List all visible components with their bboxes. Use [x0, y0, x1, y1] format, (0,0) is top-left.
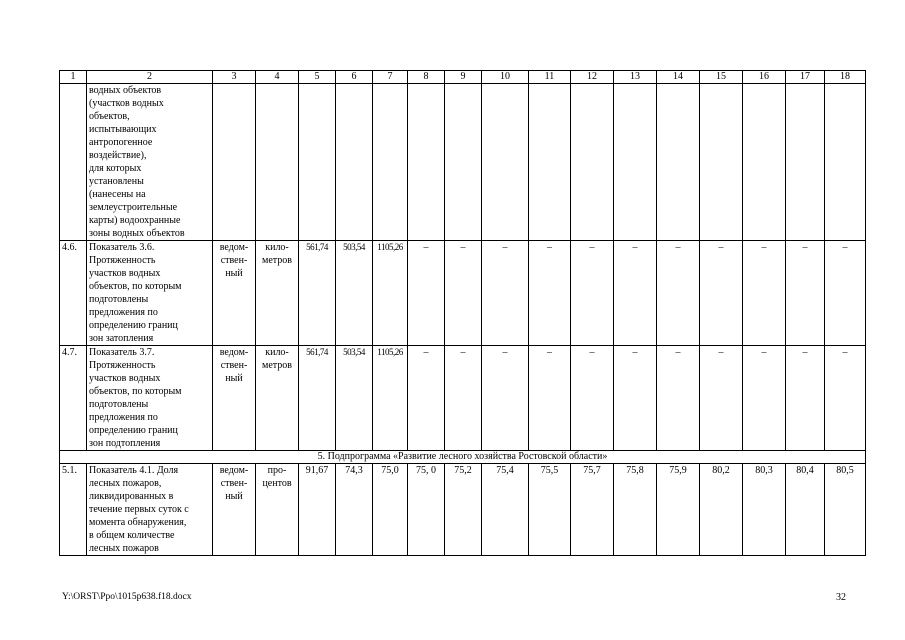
value-cell: – [825, 346, 866, 451]
cell-line: ный [225, 491, 243, 502]
value-cell: 80,2 [700, 464, 743, 556]
file-path: Y:\ORST\Ppo\1015p638.f18.docx [62, 592, 192, 602]
cell-line: (нанесены на [89, 189, 146, 200]
value-cell: 75,2 [445, 464, 482, 556]
page-number: 32 [836, 592, 846, 603]
column-header: 15 [700, 71, 743, 84]
value-cell [529, 84, 571, 241]
cell-line: участков водных [89, 373, 161, 384]
cell-line: воздействие), [89, 150, 147, 161]
value-cell: – [571, 346, 614, 451]
value-cell: 75,9 [657, 464, 700, 556]
cell-line: установлены [89, 176, 144, 187]
cell-line: метров [262, 255, 292, 266]
cell-line: течение первых суток с [89, 504, 189, 515]
cell-line: для которых [89, 163, 142, 174]
value-cell: 75,4 [482, 464, 529, 556]
value-cell: – [529, 241, 571, 346]
table-row [60, 241, 866, 346]
column-header: 2 [87, 71, 213, 84]
value-cell [482, 84, 529, 241]
cell-line: метров [262, 360, 292, 371]
cell-line: карты) водоохранные [89, 215, 181, 226]
value-cell: – [408, 346, 445, 451]
value-cell [256, 84, 299, 241]
cell-line: объектов, [89, 111, 130, 122]
value-cell: 75,5 [529, 464, 571, 556]
unit-of-measure [256, 346, 299, 451]
cell-line: ствен- [220, 255, 248, 266]
row-number [60, 84, 87, 241]
cell-line: ствен- [220, 478, 248, 489]
value-cell: – [482, 346, 529, 451]
cell-line: ствен- [220, 360, 248, 371]
value-cell [408, 84, 445, 241]
cell-line: ведом- [219, 465, 249, 476]
value-cell: – [571, 241, 614, 346]
cell-line: лесных пожаров [89, 543, 159, 554]
column-header: 6 [336, 71, 373, 84]
value-cell [614, 84, 657, 241]
cell-line: центов [262, 478, 292, 489]
cell-line: в общем количестве [89, 530, 175, 541]
row-number: 4.6. [60, 241, 87, 346]
column-header: 13 [614, 71, 657, 84]
cell-line: кило- [265, 242, 289, 253]
column-header: 3 [213, 71, 256, 84]
column-header: 5 [299, 71, 336, 84]
cell-line: определению границ [89, 320, 178, 331]
source-type [213, 241, 256, 346]
value-cell: – [743, 346, 786, 451]
cell-line: про- [267, 465, 287, 476]
cell-line: лесных пожаров, [89, 478, 162, 489]
section-title: 5. Подпрограмма «Развитие лесного хозяйства Ростовской области» [60, 451, 866, 464]
cell-line: (участков водных [89, 98, 164, 109]
cell-line: объектов, по которым [89, 281, 182, 292]
cell-line: ный [225, 373, 243, 384]
cell-line: испытывающих [89, 124, 157, 135]
header-row [60, 71, 866, 84]
value-cell: 75,8 [614, 464, 657, 556]
cell-line: Протяженность [89, 360, 156, 371]
indicator-name [87, 241, 213, 346]
value-cell: – [482, 241, 529, 346]
indicator-name [87, 464, 213, 556]
value-cell: – [825, 241, 866, 346]
cell-line: определению границ [89, 425, 178, 436]
value-cell: – [700, 346, 743, 451]
value-cell: – [786, 241, 825, 346]
cell-line: ведом- [219, 242, 249, 253]
cell-line: предложения по [89, 412, 158, 423]
table-row [60, 346, 866, 451]
column-header: 17 [786, 71, 825, 84]
cell-line: Показатель 3.6. [89, 242, 155, 253]
cell-line: зоны водных объектов [89, 228, 185, 239]
value-cell [825, 84, 866, 241]
value-cell [786, 84, 825, 241]
value-cell: 1105,26 [373, 346, 408, 451]
value-cell [213, 84, 256, 241]
value-cell [700, 84, 743, 241]
source-type [213, 346, 256, 451]
value-cell: 75, 0 [408, 464, 445, 556]
cell-line: подготовлены [89, 399, 149, 410]
cell-line: объектов, по которым [89, 386, 182, 397]
value-cell: 74,3 [336, 464, 373, 556]
row-number: 4.7. [60, 346, 87, 451]
indicator-name [87, 84, 213, 241]
column-header: 7 [373, 71, 408, 84]
value-cell: 80,3 [743, 464, 786, 556]
value-cell: – [614, 346, 657, 451]
cell-line: кило- [265, 347, 289, 358]
column-header: 14 [657, 71, 700, 84]
value-cell: – [614, 241, 657, 346]
value-cell: 75,7 [571, 464, 614, 556]
value-cell: 75,0 [373, 464, 408, 556]
value-cell [743, 84, 786, 241]
value-cell: 80,4 [786, 464, 825, 556]
cell-line: подготовлены [89, 294, 149, 305]
column-header: 9 [445, 71, 482, 84]
cell-line: участков водных [89, 268, 161, 279]
cell-line: зон подтопления [89, 438, 161, 449]
column-header: 18 [825, 71, 866, 84]
value-cell [373, 84, 408, 241]
column-header: 12 [571, 71, 614, 84]
value-cell [657, 84, 700, 241]
cell-line: момента обнаружения, [89, 517, 187, 528]
value-cell: – [445, 241, 482, 346]
value-cell: – [445, 346, 482, 451]
value-cell: – [657, 346, 700, 451]
value-cell: – [743, 241, 786, 346]
value-cell [571, 84, 614, 241]
value-cell [445, 84, 482, 241]
value-cell: – [700, 241, 743, 346]
table-row [60, 464, 866, 556]
value-cell: 91,67 [299, 464, 336, 556]
value-cell [336, 84, 373, 241]
indicator-name [87, 346, 213, 451]
table-row [60, 84, 866, 241]
value-cell [299, 84, 336, 241]
cell-line: землеустроительные [89, 202, 178, 213]
section-row [60, 451, 866, 464]
column-header: 10 [482, 71, 529, 84]
value-cell: – [657, 241, 700, 346]
unit-of-measure [256, 241, 299, 346]
cell-line: Протяженность [89, 255, 156, 266]
column-header: 11 [529, 71, 571, 84]
value-cell: 561,74 [299, 346, 336, 451]
column-header: 8 [408, 71, 445, 84]
value-cell: 80,5 [825, 464, 866, 556]
cell-line: предложения по [89, 307, 158, 318]
cell-line: водных объектов [89, 85, 162, 96]
cell-line: Показатель 4.1. Доля [89, 465, 179, 476]
indicators-table [59, 70, 866, 556]
cell-line: ликвидированных в [89, 491, 174, 502]
column-header: 16 [743, 71, 786, 84]
cell-line: ведом- [219, 347, 249, 358]
cell-line: антропогенное [89, 137, 153, 148]
value-cell: 503,54 [336, 346, 373, 451]
cell-line: зон затопления [89, 333, 154, 344]
value-cell: 561,74 [299, 241, 336, 346]
column-header: 1 [60, 71, 87, 84]
cell-line: ный [225, 268, 243, 279]
value-cell: 503,54 [336, 241, 373, 346]
source-type [213, 464, 256, 556]
value-cell: – [529, 346, 571, 451]
value-cell: – [408, 241, 445, 346]
column-header: 4 [256, 71, 299, 84]
row-number: 5.1. [60, 464, 87, 556]
value-cell: – [786, 346, 825, 451]
value-cell: 1105,26 [373, 241, 408, 346]
cell-line: Показатель 3.7. [89, 347, 155, 358]
unit-of-measure [256, 464, 299, 556]
